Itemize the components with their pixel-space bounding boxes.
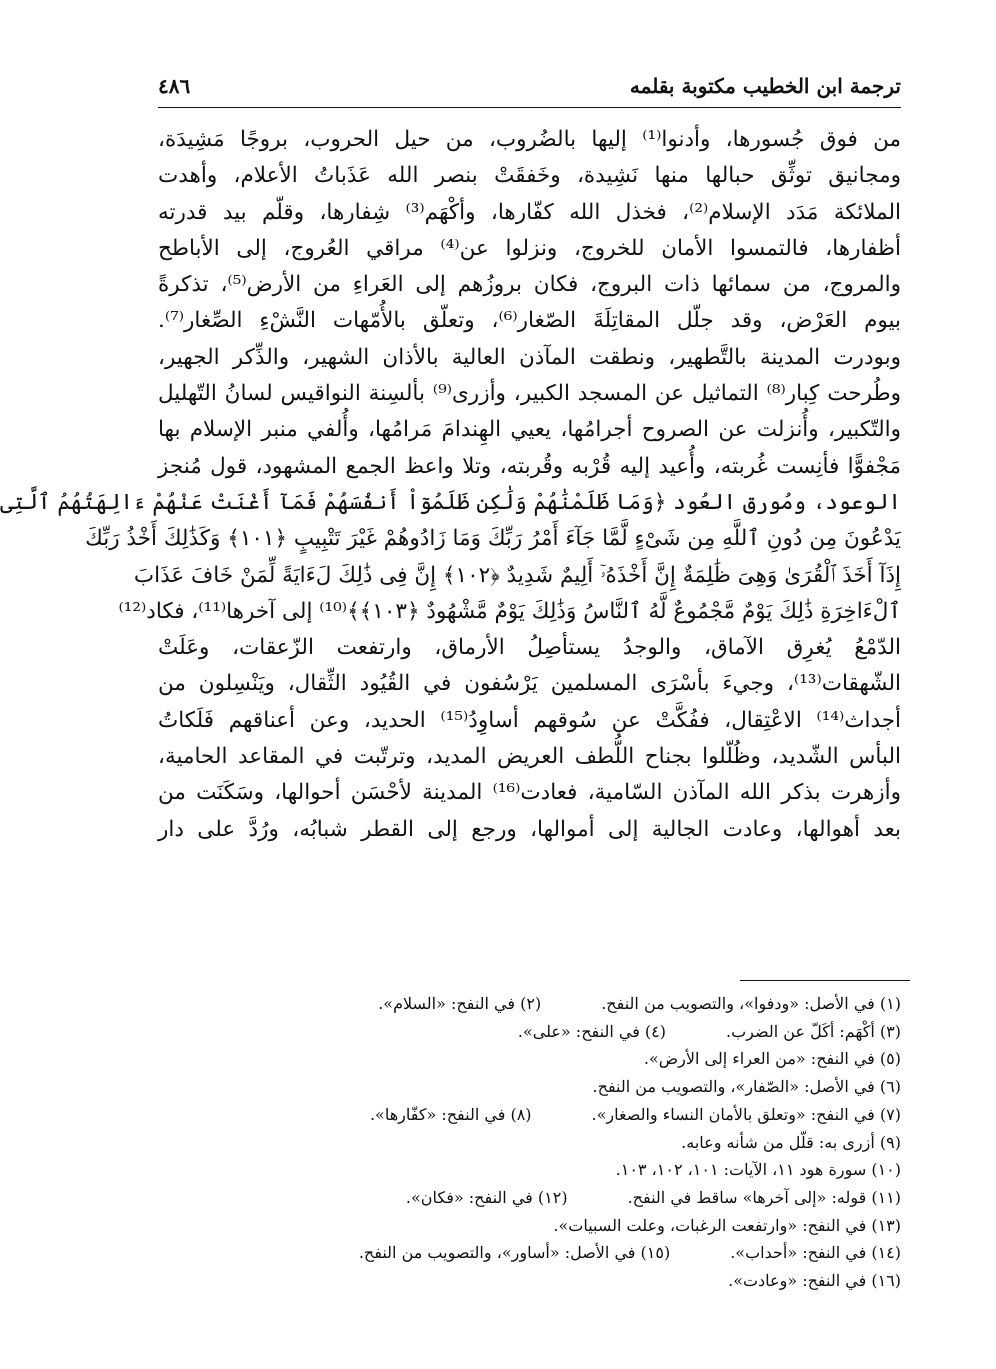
footnote: (١٠) سورة هود ١١، الآيات: ١٠١، ١٠٢، ١٠٣. bbox=[615, 1160, 901, 1180]
text-line: الدّمْعُ يُغرِق الآماق، والوجدُ يستأصِلُ الأرماق، وارتفعت الزّعقات، وعَلَتْ bbox=[158, 635, 901, 661]
footnote-row bbox=[158, 1212, 901, 1240]
text-line: الوعود، ومُورق العُود ﴿وَمَا ظَلَمْنَٰهُمْ وَلَٰكِن ظَلَمُوٓاْ أَنفُسَهُمْ فَمَآ أَغْنَتْ عَنْهُمْ ءَالِهَتُهُمُ ٱلَّتِى bbox=[0, 489, 901, 515]
text-line: وبودرت المدينة بالتَّطهير، ونطقت المآذن العالية بالأذان الشهير، والذِّكر الجهير، bbox=[158, 344, 901, 370]
text-line: البأس الشّديد، وظُلّلوا بجناح اللُّطف العريض المديد، وترتّبت في المقاعد الحامية، bbox=[158, 744, 901, 770]
text-line: مَجْفوًّا فأنِست غُربته، وأُعيد إليه قُرْبه وقُربته، وتلا واعظ الجمع المشهود، قول مُنجز bbox=[158, 453, 901, 479]
running-title: ترجمة ابن الخطيب مكتوبة بقلمه bbox=[629, 74, 901, 98]
footnote-row bbox=[158, 1045, 901, 1073]
footnote: (٣) أكْهَم: أكَلّ عن الضرب. bbox=[726, 1021, 901, 1041]
footnote-row bbox=[158, 1073, 901, 1101]
footnote: (٢) في النفح: «السلام». bbox=[378, 994, 542, 1013]
text-line: وأزهرت بذكر الله المآذن السّامية، فعادت⁽¹⁶⁾ المدينة لأحْسَن أحوالها، وسَكَنَت من bbox=[158, 780, 901, 806]
page-header bbox=[158, 66, 901, 106]
footnotes bbox=[158, 990, 901, 1295]
footnote-row bbox=[158, 1267, 901, 1295]
footnote: (٩) أزرى به: قلّل من شأنه وعابه. bbox=[681, 1132, 901, 1152]
footnote: (١٣) في النفح: «وارتفعت الرغبات، وعلت السبيات». bbox=[553, 1215, 901, 1235]
text-line: الملائكة مَدَد الإسلام⁽²⁾، فخذل الله كفّارها، وأكْهَم⁽³⁾ شِفارها، وقلّم بيد قدرته bbox=[158, 199, 901, 225]
text-line: الشّهقات⁽¹³⁾، وجيءَ بأسْرَى المسلمين يَرْسُفون في القُيُود الثِّقال، ويَنْسِلون من bbox=[158, 671, 901, 697]
page-number: ٤٨٦ bbox=[158, 74, 191, 98]
text-line: بيوم العَرْض، وقد جلّل المقاتِلَةَ الصّغار⁽⁶⁾، وتعلّق بالأُمّهات النَّشْءِ الصِّغار⁽⁷⁾. bbox=[158, 308, 901, 334]
footnote-divider bbox=[740, 980, 910, 981]
footnote: (٥) في النفح: «من العراء إلى الأرض». bbox=[643, 1049, 901, 1069]
footnote-row bbox=[158, 1018, 901, 1046]
text-line: وطُرحت كِبار⁽⁸⁾ التماثيل عن المسجد الكبير، وأزرى⁽⁹⁾ بألسِنة النواقيس لسانُ التّهليل bbox=[158, 381, 902, 407]
footnote: (٧) في النفح: «وتعلق بالأمان النساء والصغار». bbox=[591, 1104, 901, 1124]
footnote: (١٦) في النفح: «وعادت». bbox=[728, 1271, 901, 1291]
footnote-row bbox=[158, 1129, 901, 1157]
footnote: (٦) في الأصل: «الصّفار»، والتصويب من النفح. bbox=[592, 1077, 901, 1097]
text-line: والمروج، من سمائها ذات البروج، فكان بروزُهم إلى العَراءِ من الأرض⁽⁵⁾، تذكرةً bbox=[158, 272, 901, 298]
text-line: أظفارها، فالتمسوا الأمان للخروج، ونزلوا عن⁽⁴⁾ مراقي العُروج، إلى الأباطح bbox=[158, 235, 901, 261]
footnote-row bbox=[158, 1184, 901, 1212]
text-line: والتّكبير، وأُنزلت عن الصروح أجرامُها، يعيي الهِندامَ مَرامُها، وأُلفي منبر الإسلام بها bbox=[158, 417, 901, 443]
footnote: (١٤) في النفح: «أحداب». bbox=[730, 1243, 901, 1263]
footnote-row bbox=[158, 1239, 901, 1267]
footnote-row bbox=[158, 1156, 901, 1184]
footnote-row bbox=[158, 990, 901, 1018]
header-divider bbox=[158, 107, 901, 108]
text-line: أجداث⁽¹⁴⁾ الاعْتِقال، ففُكَّتْ عن سُوقهم أساوِدُ⁽¹⁵⁾ الحديد، وعن أعناقهم فَلَكاتُ bbox=[158, 707, 902, 733]
footnote: (٤) في النفح: «على». bbox=[517, 1021, 667, 1041]
text-line: ٱلْءَاخِرَةِ ذَٰلِكَ يَوْمٌ مَّجْمُوعٌ لَّهُ ٱلنَّاسُ وَذَٰلِكَ يَوْمٌ مَّشْهُودٌ ﴿١٠٣﴾﴾⁽¹⁰⁾ إلى آخرها⁽¹¹⁾، فكاد⁽¹²⁾ bbox=[118, 598, 901, 624]
footnote: (١٢) في النفح: «فكان». bbox=[405, 1187, 568, 1207]
main-text bbox=[0, 122, 902, 848]
footnote: (١٥) في الأصل: «أساور»، والتصويب من النفح. bbox=[358, 1243, 671, 1263]
text-line: إِذَآ أَخَذَ ٱلْقُرَىٰ وَهِىَ ظَٰلِمَةٌ إِنَّ أَخْذَهُۥٓ أَلِيمٌ شَدِيدٌ ﴿١٠٢﴾ إِنَّ فِى ذَٰلِكَ لَءَايَةً لِّمَنْ خَافَ عَذَابَ bbox=[133, 562, 901, 588]
text-line: من فوق جُسورها، وأدنوا⁽¹⁾ إليها بالضُروب، من حيل الحروب، بروجًا مَشِيدَة، bbox=[158, 127, 902, 152]
text-line: يَدْعُونَ مِن دُونِ ٱللَّهِ مِن شَىْءٍ لَّمَّا جَآءَ أَمْرُ رَبِّكَ وَمَا زَادُوهُمْ غَيْرَ تَتْبِيبٍ ﴿١٠١﴾ وَكَذَٰلِكَ أَخْذُ رَبِّكَ bbox=[85, 526, 901, 552]
footnote: (٨) في النفح: «كفّارها». bbox=[369, 1104, 532, 1124]
text-line: ومجانيق توثِّق حبالها منها نَشِيدة، وخَفقَتْ بنصر الله عَذَباتُ الأعلام، وأهدت bbox=[158, 163, 901, 189]
footnote-row bbox=[158, 1101, 901, 1129]
footnote: (١١) قوله: «إلى آخرها» ساقط في النفح. bbox=[627, 1187, 901, 1207]
text-line: بعد أهوالها، وعادت الجالية إلى أموالها، ورجع إلى القطر شبابُه، ورُدَّ على دار bbox=[158, 816, 901, 842]
footnote: (١) في الأصل: «ودفوا»، والتصويب من النفح. bbox=[601, 994, 901, 1013]
